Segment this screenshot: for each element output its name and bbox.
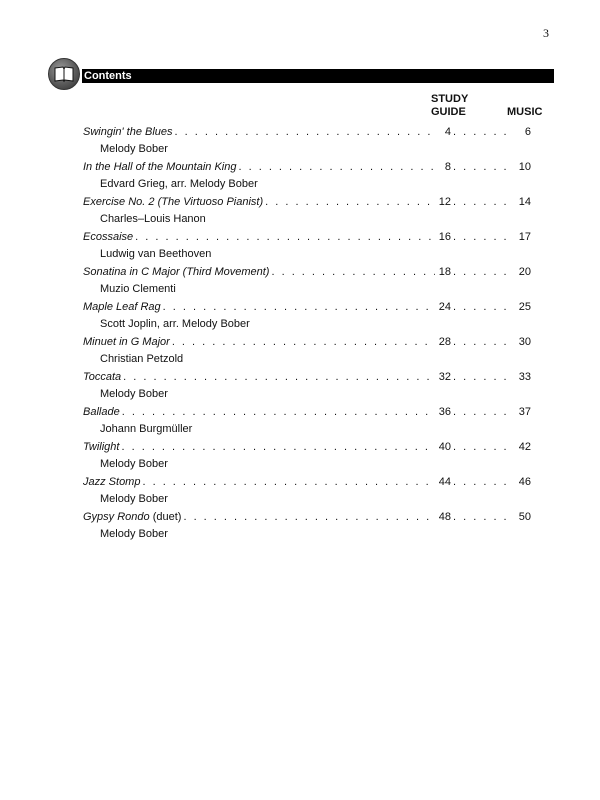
music-page: 42 <box>518 441 531 453</box>
dot-leader <box>453 369 513 386</box>
study-guide-page: 12 <box>438 196 451 208</box>
music-page: 33 <box>518 371 531 383</box>
toc-entry-line <box>83 299 531 316</box>
piece-title: Minuet in G Major <box>83 336 170 348</box>
study-guide-page: 32 <box>438 371 451 383</box>
dot-leader <box>121 439 435 456</box>
composer: Scott Joplin, arr. Melody Bober <box>100 318 250 330</box>
toc-entry-line <box>83 474 531 491</box>
dot-leader <box>453 509 513 526</box>
composer: Charles–Louis Hanon <box>100 213 206 225</box>
music-page: 25 <box>518 301 531 313</box>
composer: Johann Burgmüller <box>100 423 193 435</box>
music-page: 6 <box>524 126 531 138</box>
study-guide-page: 44 <box>438 476 451 488</box>
music-page: 30 <box>518 336 531 348</box>
page-number: 3 <box>543 26 549 40</box>
study-guide-page: 24 <box>438 301 451 313</box>
dot-leader <box>265 194 435 211</box>
dot-leader <box>271 264 435 281</box>
piece-title: Swingin' the Blues <box>83 126 173 138</box>
piece-title-note: (duet) <box>149 511 182 523</box>
dot-leader <box>135 229 435 246</box>
toc-entry-line <box>83 264 531 281</box>
study-heading-line2: GUIDE <box>431 106 466 118</box>
music-page: 20 <box>518 266 531 278</box>
dot-leader <box>453 159 513 176</box>
toc-entry <box>83 404 531 439</box>
dot-leader <box>453 264 513 281</box>
dot-leader <box>175 124 435 141</box>
composer: Ludwig van Beethoven <box>100 248 212 260</box>
toc-entry-line <box>83 509 531 526</box>
study-guide-page: 28 <box>438 336 451 348</box>
dot-leader <box>453 194 513 211</box>
toc-entry-line <box>83 369 531 386</box>
toc-entry-line <box>83 159 531 176</box>
piece-title: Sonatina in C Major (Third Movement) <box>83 266 270 278</box>
toc-entry-line <box>83 124 531 141</box>
toc-entry <box>83 334 531 369</box>
toc-entry <box>83 124 531 159</box>
contents-header-bar <box>82 69 554 83</box>
toc-entry <box>83 439 531 474</box>
toc-entry <box>83 229 531 264</box>
dot-leader <box>453 334 513 351</box>
contents-heading: Contents <box>84 70 132 82</box>
composer: Christian Petzold <box>100 353 184 365</box>
study-guide-page: 18 <box>438 266 451 278</box>
music-column-heading: MUSIC <box>507 106 543 118</box>
music-page: 50 <box>518 511 531 523</box>
toc-entry-line <box>83 229 531 246</box>
piece-title: Maple Leaf Rag <box>83 301 161 313</box>
piece-title: Jazz Stomp <box>83 476 141 488</box>
piece-title: Twilight <box>83 441 120 453</box>
composer: Melody Bober <box>100 458 168 470</box>
piece-title: Toccata <box>83 371 122 383</box>
dot-leader <box>123 369 435 386</box>
music-page: 10 <box>518 161 531 173</box>
dot-leader <box>453 439 513 456</box>
piece-title: Ballade <box>83 406 120 418</box>
dot-leader <box>453 124 513 141</box>
table-of-contents <box>83 124 531 544</box>
toc-entry-line <box>83 439 531 456</box>
toc-entry <box>83 159 531 194</box>
dot-leader <box>183 509 435 526</box>
piece-title: Exercise No. 2 (The Virtuoso Pianist) <box>83 196 264 208</box>
dot-leader <box>142 474 435 491</box>
study-guide-page: 36 <box>438 406 451 418</box>
dot-leader <box>122 404 435 421</box>
composer: Melody Bober <box>100 388 168 400</box>
toc-entry <box>83 474 531 509</box>
study-guide-page: 4 <box>444 126 451 138</box>
composer: Muzio Clementi <box>100 283 176 295</box>
toc-entry <box>83 369 531 404</box>
dot-leader <box>172 334 435 351</box>
dot-leader <box>453 404 513 421</box>
music-page: 37 <box>518 406 531 418</box>
dot-leader <box>453 299 513 316</box>
dot-leader <box>453 229 513 246</box>
music-page: 17 <box>518 231 531 243</box>
composer: Melody Bober <box>100 528 168 540</box>
dot-leader <box>453 474 513 491</box>
composer: Edvard Grieg, arr. Melody Bober <box>100 178 258 190</box>
dot-leader <box>238 159 435 176</box>
toc-entry <box>83 299 531 334</box>
toc-entry-line <box>83 334 531 351</box>
book-icon <box>48 58 80 90</box>
piece-title: Gypsy Rondo <box>83 511 150 523</box>
study-guide-page: 48 <box>438 511 451 523</box>
study-guide-page: 40 <box>438 441 451 453</box>
piece-title: Ecossaise <box>83 231 134 243</box>
dot-leader <box>163 299 435 316</box>
toc-entry-line <box>83 404 531 421</box>
study-guide-column-heading <box>431 93 468 119</box>
music-page: 14 <box>518 196 531 208</box>
music-page: 46 <box>518 476 531 488</box>
toc-entry <box>83 194 531 229</box>
composer: Melody Bober <box>100 493 168 505</box>
study-heading-line1: STUDY <box>431 93 469 105</box>
study-guide-page: 16 <box>438 231 451 243</box>
toc-entry <box>83 264 531 299</box>
study-guide-page: 8 <box>444 161 451 173</box>
piece-title: In the Hall of the Mountain King <box>83 161 237 173</box>
toc-entry-line <box>83 194 531 211</box>
toc-entry <box>83 509 531 544</box>
composer: Melody Bober <box>100 143 168 155</box>
